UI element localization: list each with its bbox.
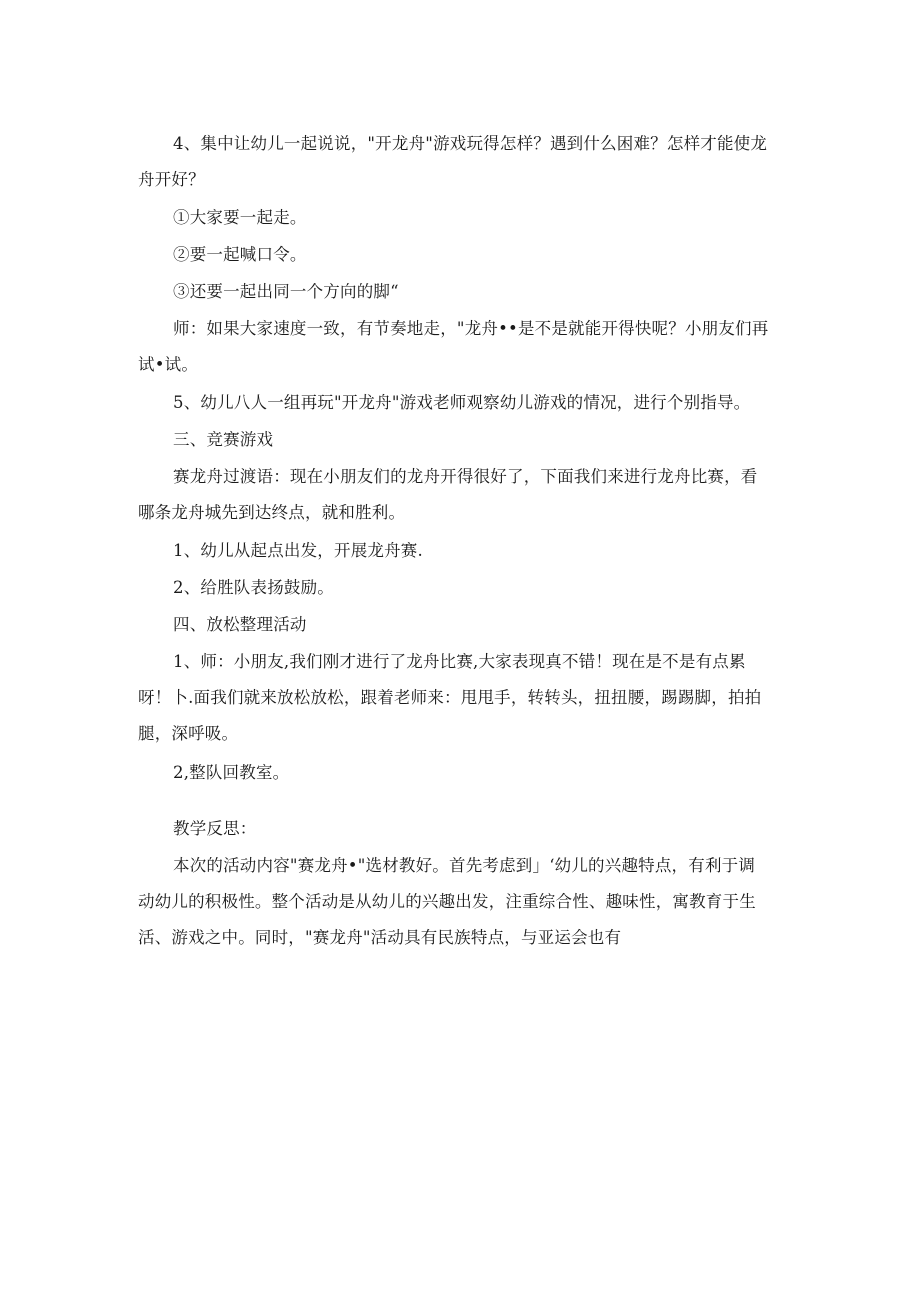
paragraph-line: 本次的活动内容"赛龙舟•"选材教好。首先考虑到」‘幼儿的兴趣特点，有利于调 <box>173 856 756 875</box>
list-item: ②要一起喊口令。 <box>173 245 307 264</box>
paragraph-line: 舟开好？ <box>138 170 205 189</box>
paragraph-line: 活、游戏之中。同时，"赛龙舟"活动具有民族特点，与亚运会也有 <box>138 928 622 947</box>
list-item: ③还要一起出同一个方向的脚“ <box>173 282 399 301</box>
paragraph-line: 4、集中让幼儿一起说说，"开龙舟"游戏玩得怎样？遇到什么困难？怎样才能使龙 <box>173 134 768 153</box>
list-item: 2、给胜队表扬鼓励。 <box>173 578 334 597</box>
list-item: ①大家要一起走。 <box>173 208 307 227</box>
paragraph-line: 1、师：小朋友,我们刚才进行了龙舟比赛,大家表现真不错！现在是不是有点累 <box>173 652 746 671</box>
paragraph-line: 5、幼儿八人一组再玩"开龙舟"游戏老师观察幼儿游戏的情况，进行个别指导。 <box>173 393 751 412</box>
paragraph-line: 腿，深呼吸。 <box>138 724 239 743</box>
paragraph-line: 呀！卜.面我们就来放松放松，跟着老师来：甩甩手，转转头，扭扭腰，踢踢脚，拍拍 <box>138 688 762 707</box>
section-heading: 四、放松整理活动 <box>173 615 307 634</box>
list-item: 1、幼儿从起点出发，开展龙舟赛. <box>173 541 423 560</box>
section-heading: 三、竞赛游戏 <box>173 430 274 449</box>
section-heading: 教学反思： <box>173 819 257 838</box>
paragraph-line: 哪条龙舟城先到达终点，就和胜利。 <box>138 503 406 522</box>
paragraph-line: 师：如果大家速度一致，有节奏地走，"龙舟••是不是就能开得快呢？小朋友们再 <box>173 319 769 338</box>
paragraph-line: 赛龙舟过渡语：现在小朋友们的龙舟开得很好了，下面我们来进行龙舟比赛，看 <box>173 467 758 486</box>
paragraph-line: 动幼儿的积极性。整个活动是从幼儿的兴趣出发，注重综合性、趣味性，寓教育于生 <box>138 892 756 911</box>
list-item: 2,整队回教室。 <box>173 763 290 782</box>
paragraph-line: 试•试。 <box>138 355 199 374</box>
